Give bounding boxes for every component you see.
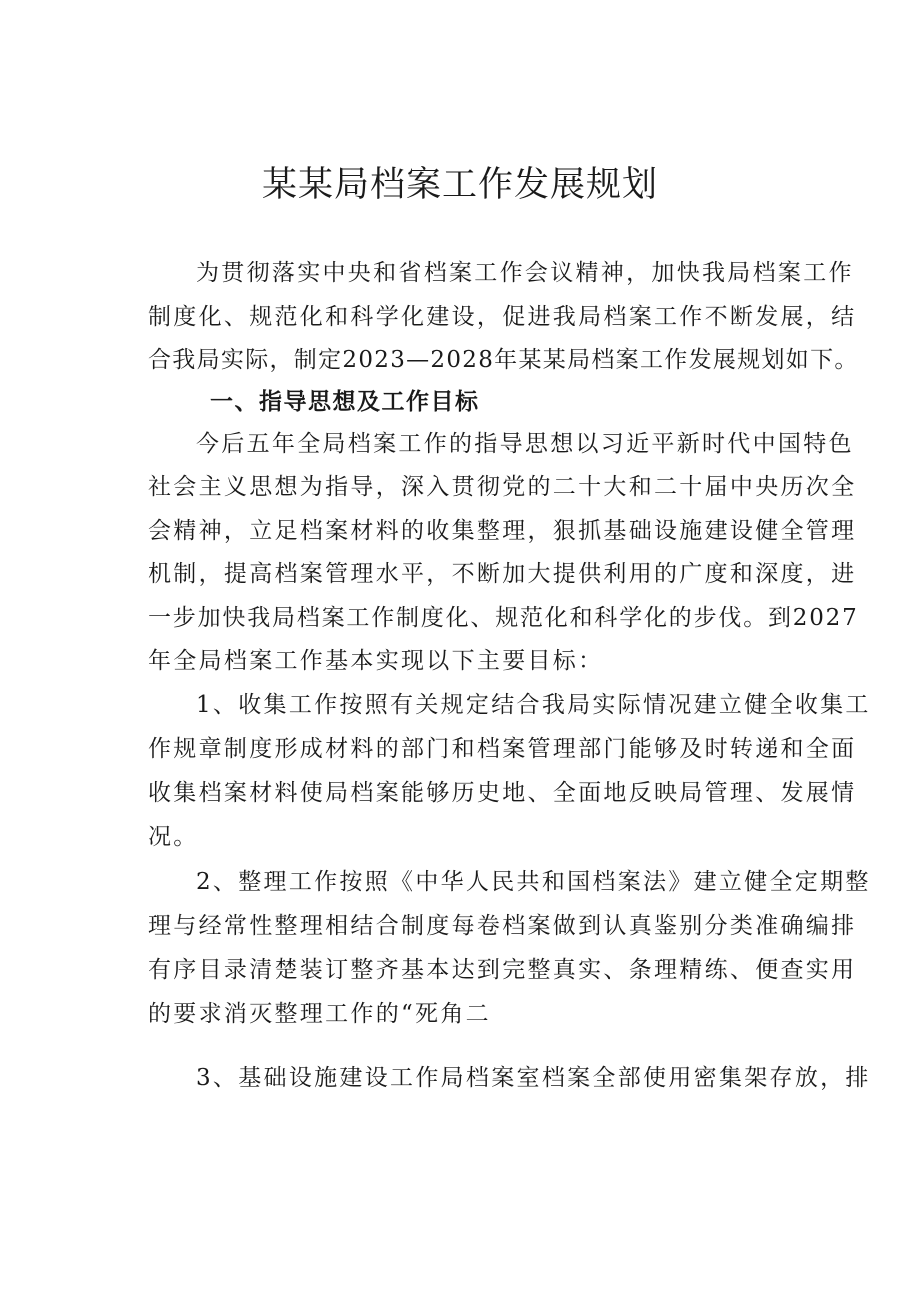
list-item-line: 收集档案材料使局档案能够历史地、全面地反映局管理、发展情 — [148, 780, 857, 806]
page-title: 某某局档案工作发展规划 — [261, 165, 658, 205]
body-line: 社会主义思想为指导，深入贯彻党的二十大和二十届中央历次全 — [148, 474, 857, 500]
body-line: 年全局档案工作基本实现以下主要目标： — [148, 648, 604, 674]
section-heading: 一、指导思想及工作目标 — [210, 389, 480, 415]
body-line: 机制，提高档案管理水平，不断加大提供利用的广度和深度，进 — [148, 561, 857, 587]
body-line: 今后五年全局档案工作的指导思想以习近平新时代中国特色 — [196, 431, 854, 457]
intro-line: 合我局实际，制定2023—2028年某某局档案工作发展规划如下。 — [148, 347, 859, 373]
list-item-line: 有序目录清楚装订整齐基本达到完整真实、条理精练、便查实用 — [148, 957, 857, 983]
list-item-line: 作规章制度形成材料的部门和档案管理部门能够及时转递和全面 — [148, 736, 857, 762]
intro-line: 为贯彻落实中央和省档案工作会议精神，加快我局档案工作 — [196, 260, 854, 286]
list-item-line: 的要求消灭整理工作的“死角二 — [148, 1001, 491, 1027]
list-item-line: 理与经常性整理相结合制度每卷档案做到认真鉴别分类准确编排 — [148, 913, 857, 939]
list-item-line: 况。 — [148, 824, 199, 850]
list-item-line: 3、基础设施建设工作局档案室档案全部使用密集架存放，排 — [196, 1065, 871, 1091]
body-line: 会精神，立足档案材料的收集整理，狠抓基础设施建设健全管理 — [148, 518, 857, 544]
body-line: 一步加快我局档案工作制度化、规范化和科学化的步伐。到2027 — [148, 605, 859, 631]
list-item-line: 2、整理工作按照《中华人民共和国档案法》建立健全定期整 — [196, 869, 871, 895]
intro-line: 制度化、规范化和科学化建设，促进我局档案工作不断发展，结 — [148, 304, 857, 330]
list-item-line: 1、收集工作按照有关规定结合我局实际情况建立健全收集工 — [196, 692, 871, 718]
